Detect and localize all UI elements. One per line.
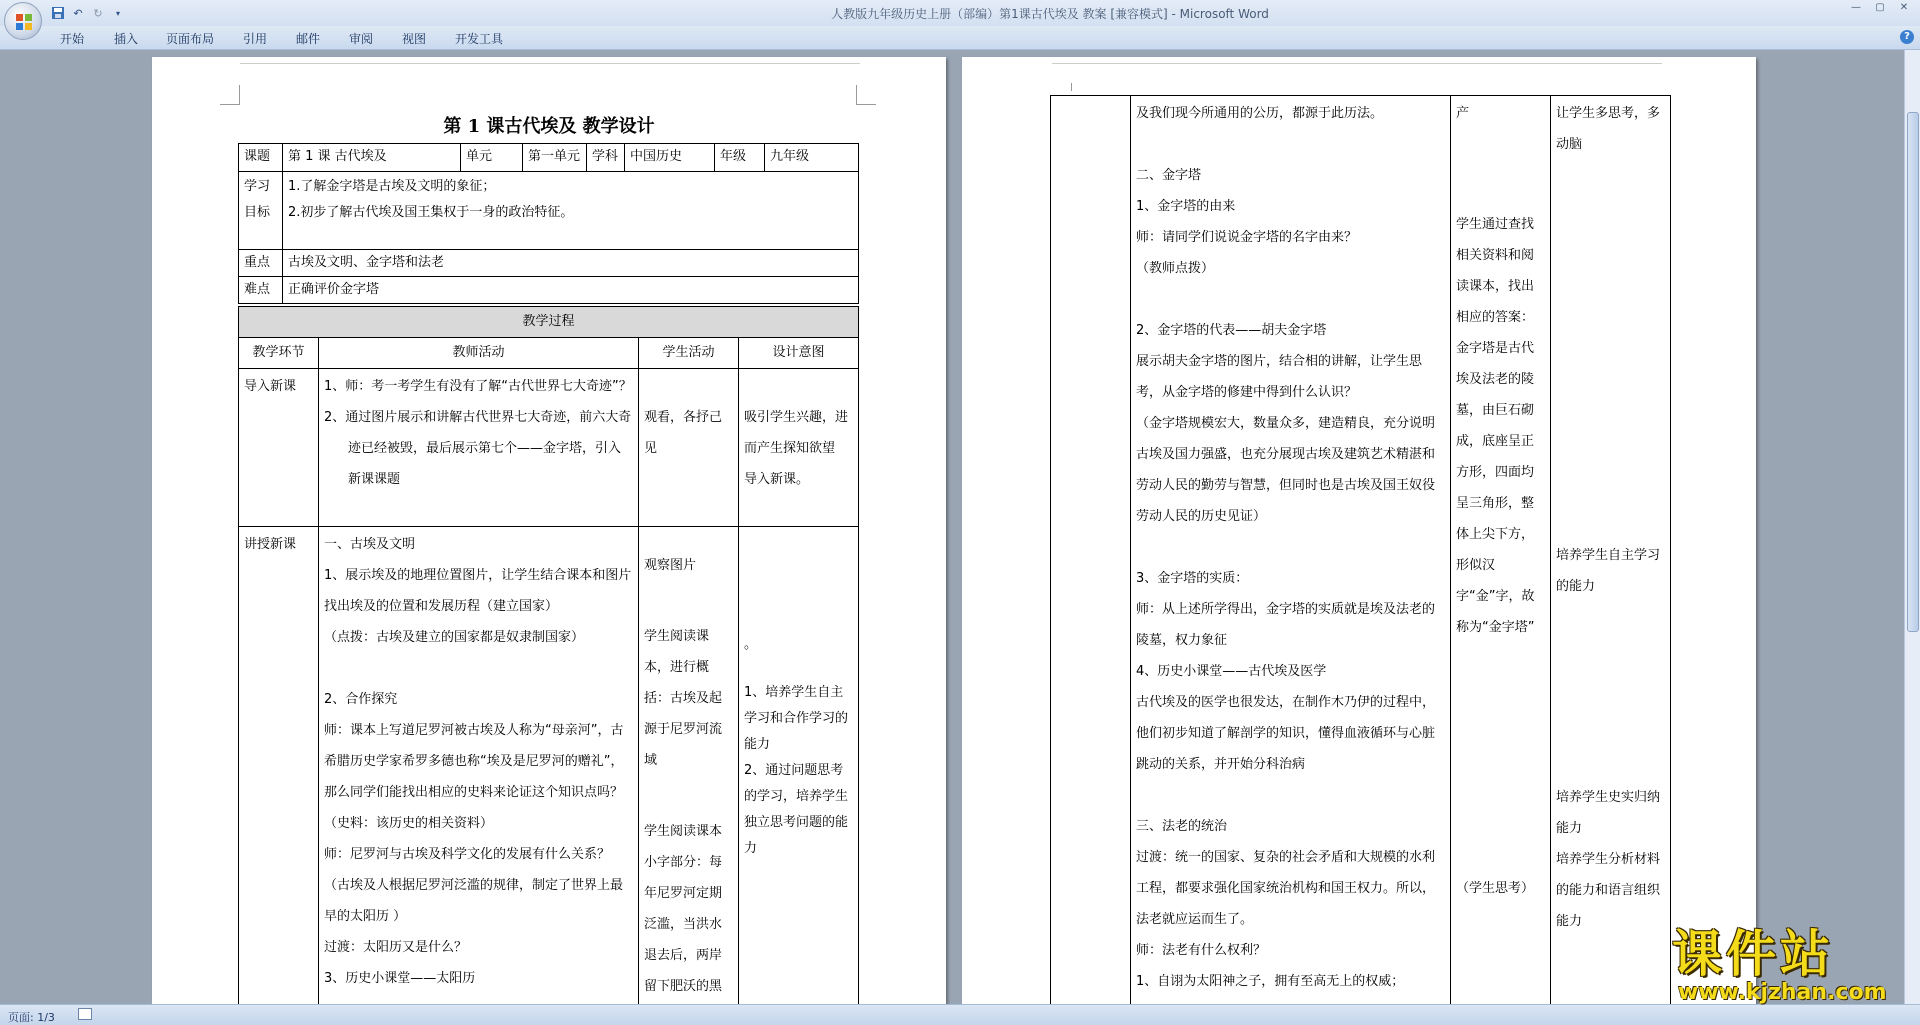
close-icon[interactable]: ✕ (1899, 2, 1909, 13)
tab-page-layout[interactable]: 页面布局 (166, 32, 215, 46)
tab-review[interactable]: 审阅 (349, 32, 374, 46)
teacher-line: 师：法老有什么权利？ (1136, 943, 1267, 958)
info-table (238, 143, 859, 304)
lesson-student-item: 学生阅读课本小字部分：每年尼罗河定期泛滥，当洪水退去后，两岸留下肥沃的黑 (644, 824, 723, 994)
lesson-intent-item: 。 (744, 637, 758, 652)
title-bar (0, 0, 1920, 26)
watermark-logo (1672, 926, 1902, 1006)
grade-value[interactable]: 九年级 (765, 144, 859, 172)
intro-stage[interactable]: 导入新课 (239, 369, 319, 527)
unit-label: 单元 (461, 144, 523, 172)
teacher-line: 过渡：统一的国家、复杂的社会矛盾和大规模的水利工程，都要求强化国家统治机构和国王权力。所以，法老就应运而生了。 (1136, 850, 1436, 927)
goal-item: 1.了解金字塔是古埃及文明的象征； (288, 179, 496, 194)
page-1 (152, 57, 946, 1004)
crop-mark (856, 85, 876, 105)
customize-qat-icon[interactable]: ▾ (115, 8, 120, 18)
subject-label: 学科 (587, 144, 625, 172)
column-header: 学生活动 (639, 338, 739, 369)
process-table (238, 306, 859, 1004)
tab-mailings[interactable]: 邮件 (296, 32, 321, 46)
intro-teacher-item: 1、师：考一考学生有没有了解“古代世界七大奇迹”？ (324, 379, 632, 394)
intent-cell-continued[interactable] (1551, 96, 1671, 1005)
lesson-teacher-item (324, 653, 633, 684)
difficulty-value[interactable]: 正确评价金字塔 (283, 277, 859, 304)
key-value[interactable]: 古埃及文明、金字塔和法老 (283, 250, 859, 277)
watermark-title: 课件站 (1672, 925, 1834, 983)
page-2 (962, 57, 1756, 1004)
student-cell-continued[interactable] (1451, 96, 1551, 1005)
goals-cell[interactable] (283, 172, 859, 250)
teacher-line: 展示胡夫金字塔的图片，结合相的讲解，让学生思考，从金字塔的修建中得到什么认识？ (1136, 354, 1423, 400)
watermark-url: www.kjzhan.com (1678, 980, 1887, 1005)
tab-home[interactable]: 开始 (60, 32, 85, 46)
lesson-intent-cell[interactable] (739, 527, 859, 1005)
lesson-teacher-item: 3、历史小课堂——太阳历 (324, 971, 476, 986)
lesson-stage[interactable]: 讲授新课 (239, 527, 319, 1005)
lesson-teacher-cell[interactable] (319, 527, 639, 1005)
teacher-line: 三、法老的统治 (1136, 819, 1228, 834)
lesson-intent-item: 1、培养学生自主学习和合作学习的能力 (744, 685, 849, 752)
document-title: 第 1 课古代埃及 教学设计 (443, 116, 655, 137)
student-line: 学生通过查找相关资料和阅读课本，找出相应的答案：金字塔是古代埃及法老的陵墓，由巨石砌成，底座呈正方形，四面均呈三角形，整体上尖下方，形似汉字“金”字，故称为“金字塔” (1456, 217, 1535, 635)
window-controls (1846, 2, 1914, 16)
teacher-line (1136, 532, 1445, 563)
lesson-teacher-item: 师：尼罗河与古埃及科学文化的发展有什么关系？（古埃及人根据尼罗河泛滥的规律，制定了世界上最早的太阳历 ） (324, 847, 624, 924)
lesson-student-item: 观察图片 (644, 558, 697, 573)
process-table-continued (1050, 95, 1671, 1004)
lesson-teacher-item: 师：课本上写道尼罗河被古埃及人称为“母亲河”，古希腊历史学家希罗多德也称“埃及是尼罗河的赠礼”，那么同学们能找出相应的史料来论证这个知识点吗？（史料：该历史的相关资料） (324, 723, 624, 831)
topic-value[interactable]: 第 1 课 古代埃及 (283, 144, 461, 172)
teacher-line: 古代埃及的医学也很发达，在制作木乃伊的过程中，他们初步知道了解剖学的知识，懂得血液循环与心脏跳动的关系，并开始分科治病 (1136, 695, 1436, 772)
topic-label: 课题 (239, 144, 283, 172)
subject-value[interactable]: 中国历史 (625, 144, 715, 172)
grade-label: 年级 (715, 144, 765, 172)
office-logo-icon (15, 13, 33, 31)
help-icon[interactable]: ? (1900, 30, 1914, 44)
scroll-thumb[interactable] (1907, 112, 1919, 632)
column-header: 教学环节 (239, 338, 319, 369)
header-line (240, 63, 860, 64)
teacher-line: 师：从上述所学得出，金字塔的实质就是埃及法老的陵墓，权力象征 (1136, 602, 1436, 648)
vertical-scrollbar[interactable] (1904, 50, 1920, 1004)
page-indicator[interactable]: 页面: 1/3 (8, 1011, 55, 1024)
teacher-cell-continued[interactable] (1131, 96, 1451, 1005)
intro-student: 观看，各抒己见 (644, 410, 723, 456)
intro-intent-item: 吸引学生兴趣，进而产生探知欲望 (744, 410, 849, 456)
teacher-line: 及我们现今所通用的公历，都源于此历法。 (1136, 106, 1384, 121)
student-line: 产 (1456, 106, 1470, 121)
intro-student-cell[interactable] (639, 369, 739, 527)
student-line: （学生思考） (1456, 881, 1535, 896)
maximize-icon[interactable]: ▢ (1875, 2, 1885, 13)
status-bar (0, 1004, 1920, 1025)
process-header: 教学过程 (239, 307, 859, 338)
teacher-line: 3、金字塔的实质： (1136, 571, 1249, 586)
teacher-line (1136, 129, 1445, 160)
intro-intent-cell[interactable] (739, 369, 859, 527)
lesson-student-cell[interactable] (639, 527, 739, 1005)
lesson-student-item: 学生阅读课本，进行概括：古埃及起源于尼罗河流域 (644, 629, 723, 768)
teacher-line: 2、金字塔的代表——胡夫金字塔 (1136, 323, 1327, 338)
undo-icon[interactable]: ↶ (73, 6, 83, 20)
column-header: 设计意图 (739, 338, 859, 369)
lesson-teacher-item: 1、展示埃及的地理位置图片，让学生结合课本和图片找出埃及的位置和发展历程（建立国家） (324, 568, 632, 614)
office-button[interactable] (4, 2, 42, 40)
intro-teacher-item: 2、通过图片展示和讲解古代世界七大奇迹，前六大奇迹已经被毁，最后展示第七个——金字塔，引入新课课题 (324, 410, 632, 487)
teacher-line (1136, 780, 1445, 811)
intro-intent-item: 导入新课。 (744, 472, 810, 487)
minimize-icon[interactable]: — (1851, 2, 1861, 13)
teacher-line: 1、金字塔的由来 (1136, 199, 1236, 214)
column-header: 教师活动 (319, 338, 639, 369)
difficulty-label: 难点 (239, 277, 283, 304)
lesson-intent-item: 2、通过问题思考的学习，培养学生独立思考问题的能力 (744, 763, 849, 856)
goals-label: 学习目标 (239, 172, 283, 250)
unit-value[interactable]: 第一单元 (523, 144, 587, 172)
document-area (0, 50, 1904, 1004)
window-title: 人教版九年级历史上册（部编）第1课古代埃及 教案 [兼容模式] - Microsoft Word (831, 7, 1269, 21)
goal-item: 2.初步了解古代埃及国王集权于一身的政治特征。 (288, 205, 574, 220)
tab-insert[interactable]: 插入 (114, 32, 139, 46)
lesson-teacher-item: 2、合作探究 (324, 692, 398, 707)
teacher-line: （教师点拨） (1136, 261, 1215, 276)
crop-mark (1052, 83, 1072, 91)
tab-view[interactable]: 视图 (402, 32, 427, 46)
lesson-teacher-item: 一、古埃及文明 (324, 537, 416, 552)
stage-cell-continued[interactable] (1051, 96, 1131, 1005)
intent-line: 培养学生分析材料的能力和语言组织能力 (1556, 852, 1661, 929)
ribbon-tabs (0, 26, 1920, 50)
teacher-line: 师：请同学们说说金字塔的名字由来？ (1136, 230, 1358, 245)
redo-icon[interactable]: ↻ (93, 6, 103, 20)
crop-mark (220, 85, 240, 105)
teacher-line: 4、历史小课堂——古代埃及医学 (1136, 664, 1327, 679)
header-line (1052, 63, 1662, 64)
tab-developer[interactable]: 开发工具 (455, 32, 504, 46)
intro-teacher-cell[interactable] (319, 369, 639, 527)
proofing-icon[interactable] (78, 1008, 92, 1020)
key-label: 重点 (239, 250, 283, 277)
intent-line: 让学生多思考，多动脑 (1556, 106, 1661, 152)
teacher-line: 二、金字塔 (1136, 168, 1202, 183)
lesson-teacher-item: （点拨：古埃及建立的国家都是奴隶制国家） (324, 630, 585, 645)
intent-line: 培养学生自主学习的能力 (1556, 548, 1661, 594)
tab-references[interactable]: 引用 (243, 32, 268, 46)
intent-line: 培养学生史实归纳能力 (1556, 790, 1661, 836)
teacher-line (1136, 284, 1445, 315)
teacher-line: 1、自诩为太阳神之子，拥有至高无上的权威； (1136, 974, 1405, 989)
lesson-teacher-item: 过渡：太阳历又是什么？ (324, 940, 468, 955)
teacher-line: （金字塔规模宏大，数量众多，建造精良，充分说明古埃及国力强盛，也充分展现古埃及建筑艺术精湛和劳动人民的勤劳与智慧，但同时也是古埃及国王奴役劳动人民的历史见证） (1136, 416, 1436, 524)
